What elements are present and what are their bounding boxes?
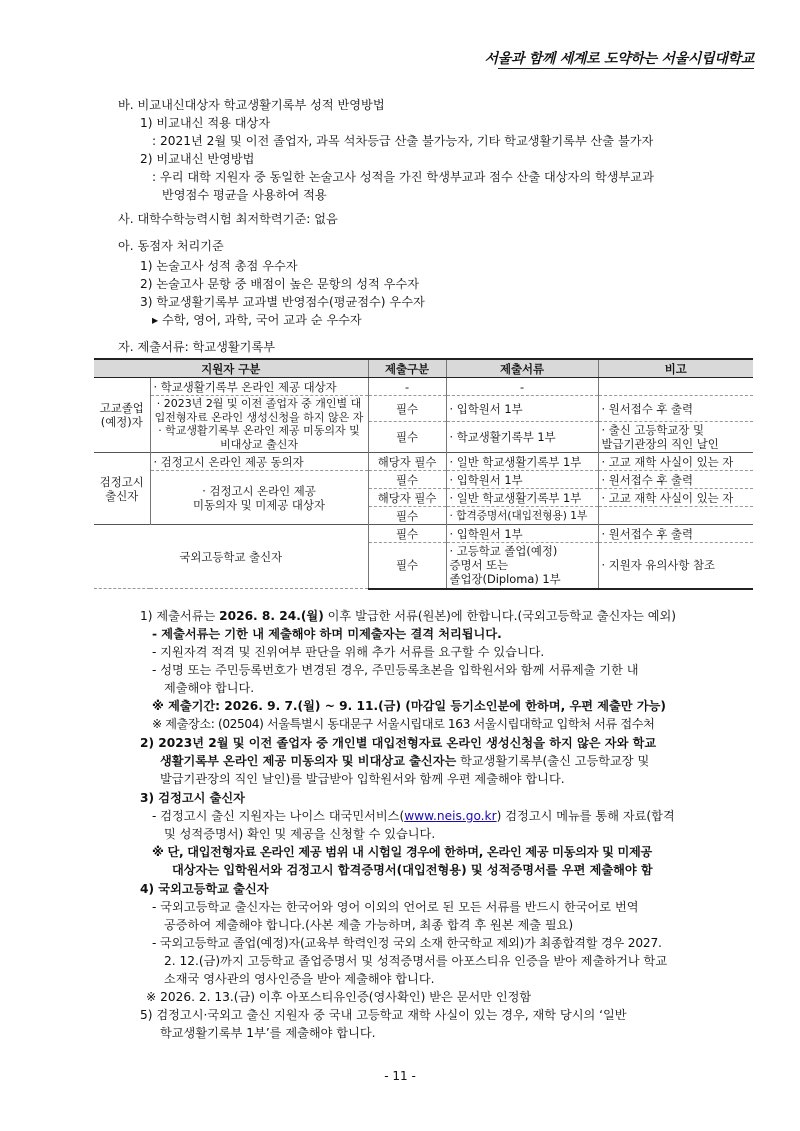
note-submission-place: ※ 제출장소: (02504) 서울특별시 동대문구 서울시립대로 163 서울시립대학교 입학처 서류 접수처: [152, 717, 655, 731]
ba-item-1: 1) 비교내신 적용 대상자: [140, 116, 271, 130]
row-type: 필수: [368, 471, 446, 489]
note-3-text: - 검정고시 출신 지원자는 나이스 대국민서비스(: [152, 809, 405, 823]
note-1-text-2: 이후 발급한 서류(원본)에 한합니다.(국외고등학교 출신자는 예외): [323, 609, 677, 623]
note-3-text-2: ) 검정고시 메뉴를 통해 자료(합격: [496, 809, 675, 823]
note-1-date: 2026. 8. 24.(월): [219, 609, 324, 623]
row-doc: · 입학원서 1부: [446, 396, 598, 422]
section-sa: 사. 대학수학능력시험 최저학력기준: 없음: [118, 212, 338, 226]
row-doc: · 일반 학교생활기록부 1부: [446, 489, 598, 507]
row-type: 필수: [368, 422, 446, 453]
section-a-title: 아. 동점자 처리기준: [118, 239, 224, 253]
ba-item-2: 2) 비교내신 반영방법: [140, 152, 255, 166]
note-2-normal: 학교생활기록부(출신 고등학교장 및: [456, 754, 650, 768]
ba-item-1-desc: : 2021년 2월 및 이전 졸업자, 과목 석차등급 산출 불가능자, 기타 학교생활기록부 산출 불가자: [152, 134, 654, 148]
note-3-warning-1: ※ 단, 대입전형자료 온라인 제공 범위 내 시험일 경우에 한하며, 온라인 제공 미동의자 및 미제공: [152, 845, 652, 859]
note-4-line-4: 2. 12.(금)까지 고등학교 졸업증명서 및 성적증명서를 아포스티유 인증을 받아 제출하거나 학교: [164, 954, 668, 968]
note-4-remark: ※ 2026. 2. 13.(금) 이후 아포스티유인증(영사확인) 받은 문서만 인정함: [146, 990, 532, 1004]
note-2-line-3: 발급기관장의 직인 날인)를 발급받아 입학원서와 함께 우편 제출해야 합니다.: [160, 772, 565, 786]
row-note: · 원서접수 후 출력: [598, 525, 753, 543]
table-row: [94, 453, 753, 471]
page-number: - 11 -: [384, 1069, 416, 1083]
note-3: 3) 검정고시 출신자: [140, 791, 245, 805]
table-row: [94, 525, 753, 543]
row-note: · 출신 고등학교장 및 발급기관장의 직인 날인: [598, 422, 753, 453]
group-highschool: 고교졸업 (예정)자: [94, 378, 150, 453]
table-row: [94, 396, 753, 422]
note-2-bold: 생활기록부 온라인 제공 미동의자 및 비대상교 출신자는: [160, 754, 457, 768]
row-note: · 원서접수 후 출력: [598, 471, 753, 489]
document-table: [94, 358, 753, 590]
university-slogan: 서울과 함께 세계로 도약하는 서울시립대학교: [484, 51, 754, 67]
row-type: 필수: [368, 543, 446, 589]
row-doc: · 학교생활기록부 1부: [446, 422, 598, 453]
note-submission-period: ※ 제출기간: 2026. 9. 7.(월) ~ 9. 11.(금) (마감일 등기소인분에 한하며, 우편 제출만 가능): [152, 699, 666, 713]
row-note: [598, 378, 753, 396]
note-3-line-1: [152, 807, 675, 824]
row-type: 해당자 필수: [368, 453, 446, 471]
note-4-line-2: 공증하여 제출해야 합니다.(사본 제출 가능하며, 최종 합격 후 원본 제출 필요): [164, 918, 574, 932]
header-applicant-type: 지원자 구분: [94, 359, 368, 378]
header-note: 비고: [598, 359, 753, 378]
note-1-text: 1) 제출서류는: [140, 609, 220, 623]
note-1-sub-2: - 지원자격 적격 및 진위여부 판단을 위해 추가 서류를 요구할 수 있습니다.: [152, 645, 545, 659]
note-4: 4) 국외고등학교 출신자: [140, 882, 269, 896]
row-desc: · 학교생활기록부 온라인 제공 대상자: [150, 378, 368, 396]
row-note: · 고교 재학 사실이 있는 자: [598, 453, 753, 471]
table-header-row: [94, 359, 753, 378]
table-row: [94, 471, 753, 489]
row-note: [598, 507, 753, 525]
note-4-line-1: - 국외고등학교 출신자는 한국어와 영어 이외의 언어로 된 모든 서류를 반드시 한국어로 번역: [152, 900, 639, 914]
group-ged: 검정고시 출신자: [94, 453, 150, 525]
row-note: · 지원자 유의사항 참조: [598, 543, 753, 589]
header-submission-type: 제출구분: [368, 359, 446, 378]
note-4-line-5: 소재국 영사관의 영사인증을 받아 제출해야 합니다.: [164, 972, 435, 986]
neis-link[interactable]: www.neis.go.kr: [404, 809, 497, 823]
ba-item-2-desc-2: 반영점수 평균을 사용하여 적용: [162, 188, 327, 202]
row-desc: · 검정고시 온라인 제공 동의자: [150, 453, 368, 471]
section-ba-title: 바. 비교내신대상자 학교생활기록부 성적 반영방법: [118, 98, 385, 112]
group-foreign: 국외고등학교 출신자: [94, 525, 368, 589]
row-desc: · 검정고시 온라인 제공 미동의자 및 미제공 대상자: [150, 471, 368, 525]
row-type: 필수: [368, 525, 446, 543]
note-1-sub-1: - 제출서류는 기한 내 제출해야 하며 미제출자는 결격 처리됩니다.: [152, 627, 502, 641]
a-item-2: 2) 논술고사 문항 중 배점이 높은 문항의 성적 우수자: [140, 277, 419, 291]
row-type: 필수: [368, 507, 446, 525]
note-5-line-2: 학교생활기록부 1부’를 제출해야 합니다.: [160, 1026, 376, 1040]
section-ja: 자. 제출서류: 학교생활기록부: [118, 340, 276, 354]
a-item-3-sub: ▸ 수학, 영어, 과학, 국어 교과 순 우수자: [152, 313, 362, 327]
note-2: 2) 2023년 2월 및 이전 졸업자 중 개인별 대입전형자료 온라인 생성신청을 하지 않은 자와 학교: [140, 736, 657, 750]
a-item-3: 3) 학교생활기록부 교과별 반영점수(평균점수) 우수자: [140, 295, 425, 309]
row-type: 해당자 필수: [368, 489, 446, 507]
header-rule: [498, 68, 754, 69]
row-doc: · 고등학교 졸업(예정) 증명서 또는 졸업장(Diploma) 1부: [446, 543, 598, 589]
row-doc: · 입학원서 1부: [446, 525, 598, 543]
note-5: 5) 검정고시·국외고 출신 지원자 중 국내 고등학교 재학 사실이 있는 경우, 재학 당시의 ‘일반: [140, 1008, 627, 1022]
note-1-sub-3-cont: 제출해야 합니다.: [164, 681, 255, 695]
note-1-sub-3: - 성명 또는 주민등록번호가 변경된 경우, 주민등록초본을 입학원서와 함께 서류제출 기한 내: [152, 663, 639, 677]
header-documents: 제출서류: [446, 359, 598, 378]
note-4-line-3: - 국외고등학교 졸업(예정)자(교육부 학력인정 국외 소재 한국학교 제외)가 최종합격할 경우 2027.: [152, 936, 662, 950]
row-note: · 고교 재학 사실이 있는 자: [598, 489, 753, 507]
row-doc: · 입학원서 1부: [446, 471, 598, 489]
row-desc: · 2023년 2월 및 이전 졸업자 중 개인별 대입전형자료 온라인 생성신청을 하지 않은 자 · 학교생활기록부 온라인 제공 미동의자 및 비대상교 출신자: [150, 396, 368, 453]
note-3-warning-2: 대상자는 입학원서와 검정고시 합격증명서(대입전형용) 및 성적증명서를 우편 제출해야 함: [172, 863, 653, 877]
row-note: · 원서접수 후 출력: [598, 396, 753, 422]
row-doc: · 일반 학교생활기록부 1부: [446, 453, 598, 471]
note-2-line-2: [160, 752, 649, 769]
row-doc: -: [446, 378, 598, 396]
row-doc: · 합격증명서(대입전형용) 1부: [446, 507, 598, 525]
note-1: [140, 607, 676, 624]
note-3-line-2: 및 성적증명서) 확인 및 제공을 신청할 수 있습니다.: [164, 827, 436, 841]
row-type: 필수: [368, 396, 446, 422]
ba-item-2-desc-1: : 우리 대학 지원자 중 동일한 논술고사 성적을 가진 학생부교과 점수 산출 대상자의 학생부교과: [152, 170, 654, 184]
row-type: -: [368, 378, 446, 396]
table-row: [94, 378, 753, 396]
a-item-1: 1) 논술고사 성적 총점 우수자: [140, 259, 298, 273]
